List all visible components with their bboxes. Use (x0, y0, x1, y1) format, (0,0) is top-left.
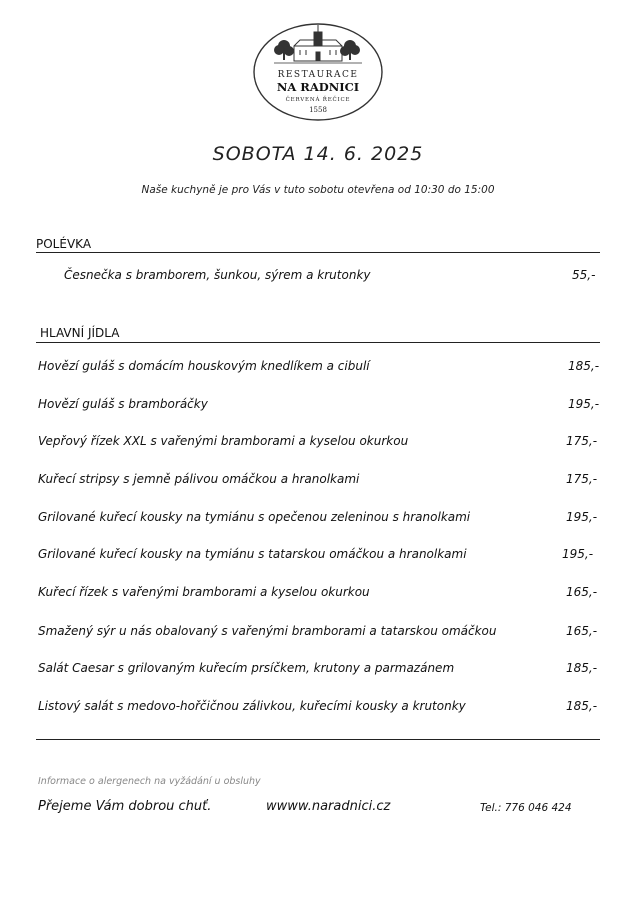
restaurant-logo (252, 22, 384, 122)
menu-item-price: 175,- (566, 472, 598, 486)
menu-item-name: Vepřový řízek XXL s vařenými bramborami a kyselou okurkou (38, 434, 409, 448)
menu-item-name: Česnečka s bramborem, šunkou, sýrem a krutonky (64, 268, 371, 282)
menu-item-price: 165,- (566, 624, 598, 638)
logo-year: 1558 (309, 106, 327, 114)
logo-line1: RESTAURACE (277, 70, 359, 80)
logo-line2: NA RADNICI (276, 80, 360, 94)
menu-item-price: 175,- (566, 434, 598, 448)
menu-item-name: Kuřecí řízek s vařenými bramborami a kyselou okurkou (38, 585, 370, 599)
section-heading-soup: POLÉVKA (36, 237, 92, 251)
section-heading-mains: HLAVNÍ JÍDLA (40, 326, 120, 340)
menu-item-name: Hovězí guláš s bramboráčky (38, 397, 208, 411)
section-rule-mains (36, 342, 600, 343)
menu-item-price: 195,- (568, 397, 600, 411)
menu-item-price: 185,- (566, 699, 598, 713)
menu-item-price: 195,- (566, 510, 598, 524)
menu-item-price: 185,- (568, 359, 600, 373)
menu-item-name: Hovězí guláš s domácím houskovým knedlíkem a cibulí (38, 359, 370, 373)
page-title: SOBOTA 14. 6. 2025 (212, 143, 424, 165)
menu-item-name: Listový salát s medovo-hořčičnou zálivkou, kuřecími kousky a krutonky (38, 699, 466, 713)
phone-number: Tel.: 776 046 424 (480, 802, 572, 814)
section-rule-soup (36, 252, 600, 253)
website-link[interactable]: wwww.naradnici.cz (266, 799, 391, 814)
menu-item-name: Kuřecí stripsy s jemně pálivou omáčkou a hranolkami (38, 472, 360, 486)
logo-line3: ČERVENÁ ŘEČICE (285, 97, 351, 103)
menu-item-name: Grilované kuřecí kousky na tymiánu s opečenou zeleninou s hranolkami (38, 510, 471, 524)
menu-item-price: 55,- (572, 268, 596, 282)
closing-rule (36, 739, 600, 740)
opening-hours: Naše kuchyně je pro Vás v tuto sobotu otevřena od 10:30 do 15:00 (141, 184, 495, 196)
bon-appetit-text: Přejeme Vám dobrou chuť. (38, 799, 212, 814)
menu-item-price: 185,- (566, 661, 598, 675)
menu-item-name: Grilované kuřecí kousky na tymiánu s tatarskou omáčkou a hranolkami (38, 547, 467, 561)
menu-item-name: Smažený sýr u nás obalovaný s vařenými bramborami a tatarskou omáčkou (38, 624, 497, 638)
menu-item-name: Salát Caesar s grilovaným kuřecím prsíčkem, krutony a parmazánem (38, 661, 455, 675)
town-hall-icon (294, 25, 342, 61)
menu-item-price: 195,- (562, 547, 594, 561)
menu-item-price: 165,- (566, 585, 598, 599)
allergen-note: Informace o alergenech na vyžádání u obsluhy (38, 776, 261, 787)
